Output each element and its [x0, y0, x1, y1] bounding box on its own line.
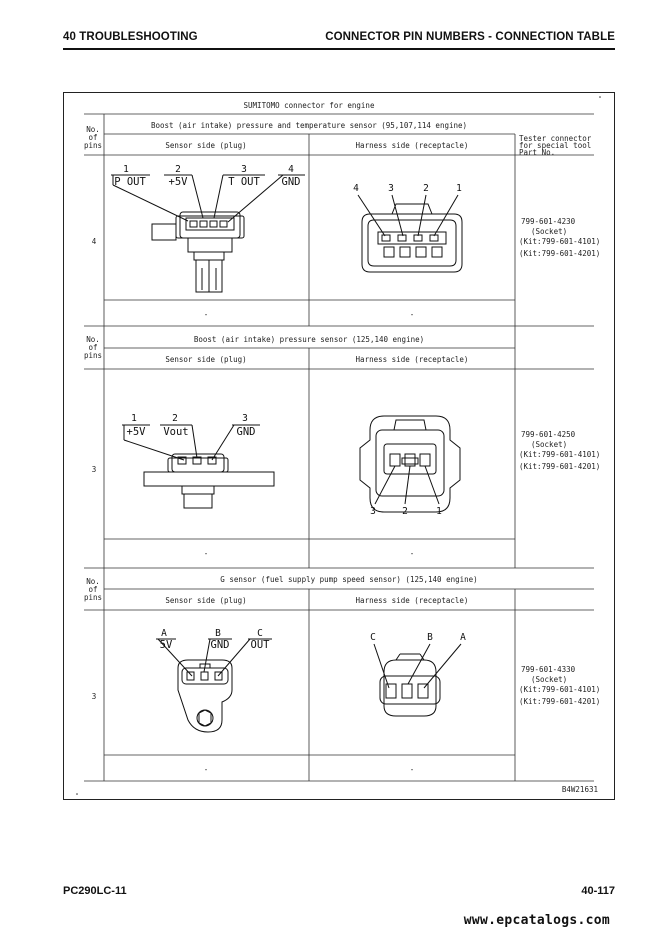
- sensor-1-pin-num: 4: [288, 164, 294, 175]
- sensor-3-pin-num: B: [215, 628, 221, 639]
- section-2-sensor-side: Sensor side (plug): [165, 355, 247, 364]
- svg-text:(Socket): (Socket): [531, 227, 568, 236]
- sensor-1-pin-label: +5V: [168, 176, 188, 188]
- sensor-2-plug-drawing: [122, 413, 274, 508]
- sensor-2-pin-num: 3: [242, 413, 248, 424]
- section-3-name: G sensor (fuel supply pump speed sensor) (125,140 engine): [220, 575, 478, 584]
- harness-2-receptacle-drawing: [360, 416, 460, 517]
- harness-1-pin-num: 1: [456, 183, 462, 194]
- sensor-2-pin-label: +5V: [126, 426, 146, 438]
- svg-text:(Kit:799-601-4101): (Kit:799-601-4101): [519, 685, 601, 694]
- sensor-1-pin-num: 2: [175, 164, 181, 175]
- svg-text:(Kit:799-601-4201): (Kit:799-601-4201): [519, 697, 601, 706]
- page-number: 40-117: [581, 885, 615, 897]
- page-title: CONNECTOR PIN NUMBERS - CONNECTION TABLE: [325, 31, 615, 43]
- frame-mark: [599, 96, 601, 98]
- sensor-2-pin-num: 2: [172, 413, 178, 424]
- no-of-pins-header-3: [84, 577, 102, 602]
- harness-1-pin-num: 4: [353, 183, 359, 194]
- svg-text:No.: No.: [86, 577, 100, 586]
- svg-text:for special tool: for special tool: [519, 141, 592, 150]
- sensor-3-pin-label: OUT: [250, 639, 270, 651]
- sensor-3-pin-num: A: [161, 628, 167, 639]
- harness-2-pin-num: 3: [370, 506, 376, 517]
- section-2-grid: [84, 326, 594, 568]
- svg-text:Tester connector: Tester connector: [519, 134, 592, 143]
- section-2-name: Boost (air intake) pressure sensor (125,140 engine): [193, 335, 425, 344]
- no-of-pins-header-2: [84, 335, 102, 360]
- section-1-tester: [519, 217, 600, 258]
- sensor-2-pin-num: 1: [131, 413, 137, 424]
- section-1-below-harness: -: [409, 310, 415, 319]
- section-3-grid: [84, 568, 594, 781]
- model-number: PC290LC-11: [63, 885, 127, 897]
- sensor-3-pin-num: C: [257, 628, 263, 639]
- section-3-below-harness: -: [409, 765, 415, 774]
- svg-text:pins: pins: [83, 593, 103, 602]
- section-1-harness-side: Harness side (receptacle): [355, 141, 469, 150]
- svg-text:of: of: [88, 343, 98, 352]
- svg-text:of: of: [88, 585, 98, 594]
- sensor-1-plug-drawing: [111, 164, 305, 292]
- sensor-1-pin-label: P OUT: [114, 176, 146, 188]
- section-2-harness-side: Harness side (receptacle): [355, 355, 469, 364]
- svg-text:799-601-4230: 799-601-4230: [521, 217, 576, 226]
- sensor-1-pin-label: GND: [281, 176, 301, 188]
- section-1-pins: 4: [91, 237, 97, 246]
- harness-3-pin-num: A: [460, 632, 466, 643]
- harness-1-pin-num: 2: [423, 183, 429, 194]
- svg-text:(Kit:799-601-4101): (Kit:799-601-4101): [519, 237, 601, 246]
- section-2-pins: 3: [91, 465, 97, 474]
- svg-text:Part No.: Part No.: [519, 148, 556, 157]
- harness-2-pin-num: 1: [436, 506, 442, 517]
- section-3-harness-side: Harness side (receptacle): [355, 596, 469, 605]
- sensor-3-pin-label: 5V: [159, 639, 173, 651]
- svg-text:pins: pins: [83, 141, 103, 150]
- svg-text:pins: pins: [83, 351, 103, 360]
- harness-2-pin-num: 2: [402, 506, 408, 517]
- harness-3-pin-num: C: [370, 632, 376, 643]
- section-1-grid: [84, 114, 594, 326]
- svg-text:(Socket): (Socket): [531, 675, 568, 684]
- harness-1-receptacle-drawing: [353, 183, 462, 272]
- section-2-below-sensor: -: [203, 549, 209, 558]
- sensor-2-pin-label: GND: [236, 426, 256, 438]
- svg-text:No.: No.: [86, 125, 100, 134]
- section-1-below-sensor: -: [203, 310, 209, 319]
- section-title: 40 TROUBLESHOOTING: [63, 31, 198, 43]
- figure-code: B4W21631: [561, 785, 598, 794]
- svg-text:of: of: [88, 133, 98, 142]
- no-of-pins-header-1: [84, 125, 102, 150]
- section-2-tester: [519, 430, 600, 471]
- sensor-1-pin-num: 1: [123, 164, 129, 175]
- sensor-3-plug-drawing: [156, 628, 272, 732]
- tester-header: [519, 134, 592, 157]
- sensor-2-pin-label: Vout: [163, 426, 189, 438]
- svg-text:(Kit:799-601-4101): (Kit:799-601-4101): [519, 450, 601, 459]
- svg-text:(Kit:799-601-4201): (Kit:799-601-4201): [519, 249, 601, 258]
- watermark: www.epcatalogs.com: [463, 913, 610, 928]
- svg-text:799-601-4250: 799-601-4250: [521, 430, 576, 439]
- svg-text:(Socket): (Socket): [531, 440, 568, 449]
- svg-text:(Kit:799-601-4201): (Kit:799-601-4201): [519, 462, 601, 471]
- table-title: SUMITOMO connector for engine: [243, 101, 375, 110]
- sensor-1-pin-label: T OUT: [228, 176, 260, 188]
- svg-text:No.: No.: [86, 335, 100, 344]
- harness-1-pin-num: 3: [388, 183, 394, 194]
- section-1-sensor-side: Sensor side (plug): [165, 141, 247, 150]
- section-3-tester: [519, 665, 600, 706]
- frame-mark: [76, 793, 78, 795]
- section-3-below-sensor: -: [203, 765, 209, 774]
- section-3-sensor-side: Sensor side (plug): [165, 596, 247, 605]
- harness-3-pin-num: B: [427, 632, 433, 643]
- harness-3-receptacle-drawing: [370, 632, 466, 716]
- section-2-below-harness: -: [409, 549, 415, 558]
- sensor-1-pin-num: 3: [241, 164, 247, 175]
- sensor-3-pin-label: GND: [210, 639, 230, 651]
- svg-text:799-601-4330: 799-601-4330: [521, 665, 576, 674]
- section-1-name: Boost (air intake) pressure and temperature sensor (95,107,114 engine): [150, 121, 468, 130]
- section-3-pins: 3: [91, 692, 97, 701]
